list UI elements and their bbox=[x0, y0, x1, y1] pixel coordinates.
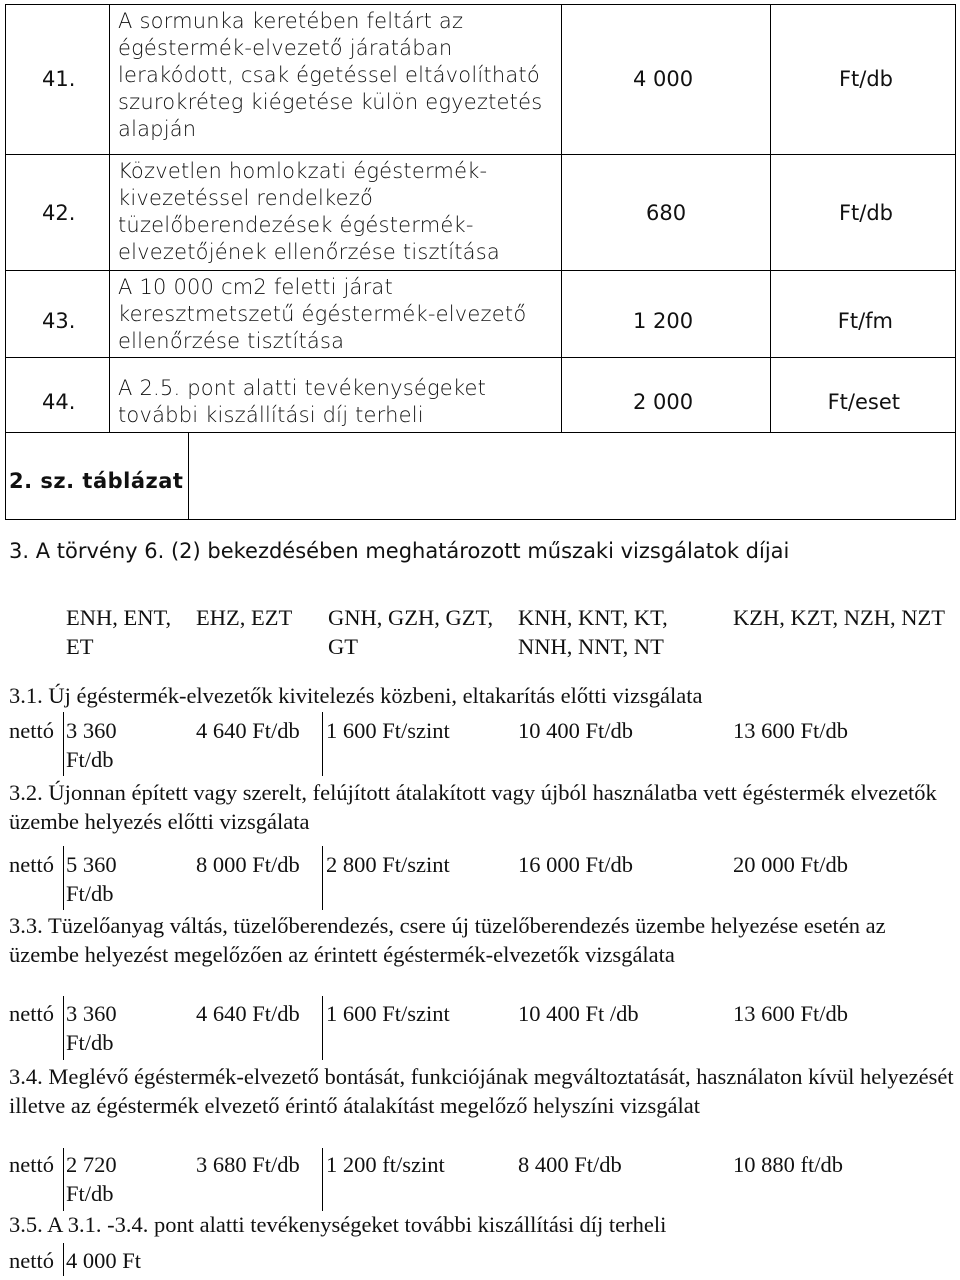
price-unit: Ft/db bbox=[838, 201, 893, 225]
category-header: KZH, KZT, NZH, NZT bbox=[733, 605, 946, 630]
net-label: nettó bbox=[9, 1001, 54, 1026]
net-label: nettó bbox=[9, 852, 54, 877]
price-value: 8 400 Ft/db bbox=[518, 1152, 622, 1177]
price-value: 1 200 ft/szint bbox=[326, 1152, 445, 1177]
price-unit: Ft/fm bbox=[837, 309, 893, 333]
price-value: 16 000 Ft/db bbox=[518, 852, 634, 877]
price-value: 8 000 Ft/db bbox=[196, 852, 300, 877]
row-number: 44. bbox=[42, 390, 76, 414]
price-value: 13 600 Ft/db bbox=[733, 718, 849, 743]
price-value: 3 680 Ft/db bbox=[196, 1152, 300, 1177]
price-value: 20 000 Ft/db bbox=[733, 852, 849, 877]
price-unit: Ft/db bbox=[838, 67, 893, 91]
price-value: 3 360 Ft/db bbox=[66, 1001, 117, 1055]
price-amount: 1 200 bbox=[633, 309, 694, 333]
category-header: KNH, KNT, KT, NNH, NNT, NT bbox=[518, 605, 668, 659]
price-value: 13 600 Ft/db bbox=[733, 1001, 849, 1026]
price-value: 1 600 Ft/szint bbox=[326, 1001, 450, 1026]
row-number: 43. bbox=[42, 309, 76, 333]
row-description: A 10 000 cm2 feletti járat keresztmetszetű égéstermék-elvezető ellenőrzése tisztítása bbox=[118, 275, 527, 353]
price-value: 4 640 Ft/db bbox=[196, 718, 300, 743]
row-price bbox=[633, 66, 893, 93]
price-amount: 2 000 bbox=[633, 390, 694, 414]
price-value: 10 400 Ft/db bbox=[518, 718, 634, 743]
item-title: 3.4. Meglévő égéstermék-elvezető bontását, funkciójának megváltoztatását, használaton kívül helyezését illetve az égéstermék elvezető érintő átalakítást megelőző helyszíni vizsgálat bbox=[9, 1064, 954, 1118]
row-price bbox=[646, 200, 893, 227]
row-price bbox=[633, 389, 900, 416]
item-title: 3.1. Új égéstermék-elvezetők kivitelezés közbeni, eltakarítás előtti vizsgálata bbox=[9, 683, 703, 708]
price-value: 10 400 Ft /db bbox=[518, 1001, 639, 1026]
table-caption: 2. sz. táblázat bbox=[9, 469, 184, 493]
row-description: Közvetlen homlokzati égéstermék-kivezetéssel rendelkező tüzelőberendezések égéstermék-elvezetőjének ellenőrzése tisztítása bbox=[118, 159, 500, 264]
category-header: EHZ, EZT bbox=[196, 605, 293, 630]
item-title: 3.3. Tüzelőanyag váltás, tüzelőberendezés, csere új tüzelőberendezés üzembe helyezése esetén az üzembe helyezést megelőzően az érintett égéstermék-elvezetők vizsgálata bbox=[9, 913, 886, 967]
category-header: ENH, ENT, ET bbox=[66, 605, 172, 659]
net-label: nettó bbox=[9, 1248, 54, 1273]
price-value: 2 720 Ft/db bbox=[66, 1152, 117, 1206]
price-value: 1 600 Ft/szint bbox=[326, 718, 450, 743]
item-title: 3.2. Újonnan épített vagy szerelt, felújított átalakított vagy újból használatba vett égéstermék elvezetők üzembe helyezés előtti vizsgálata bbox=[9, 780, 937, 834]
row-price bbox=[633, 308, 893, 335]
row-description: A sormunka keretében feltárt az égéstermék-elvezető járatában lerakódott, csak égetéssel eltávolítható szurokréteg kiégetése külön egyeztetés alapján bbox=[118, 9, 543, 141]
row-description: A 2.5. pont alatti tevékenységeket további kiszállítási díj terheli bbox=[118, 376, 487, 427]
net-label: nettó bbox=[9, 1152, 54, 1177]
item-title: 3.5. A 3.1. -3.4. pont alatti tevékenységeket további kiszállítási díj terheli bbox=[9, 1212, 667, 1237]
section-title: 3. A törvény 6. (2) bekezdésében meghatározott műszaki vizsgálatok díjai bbox=[9, 539, 790, 563]
price-value: 5 360 Ft/db bbox=[66, 852, 117, 906]
category-header: GNH, GZH, GZT, GT bbox=[328, 605, 494, 659]
row-number: 42. bbox=[42, 201, 76, 225]
price-value: 10 880 ft/db bbox=[733, 1152, 843, 1177]
price-value: 4 640 Ft/db bbox=[196, 1001, 300, 1026]
price-value: 4 000 Ft bbox=[66, 1248, 142, 1273]
price-amount: 680 bbox=[646, 201, 687, 225]
row-number: 41. bbox=[42, 67, 76, 91]
price-unit: Ft/eset bbox=[827, 390, 900, 414]
price-amount: 4 000 bbox=[633, 67, 694, 91]
price-value: 2 800 Ft/szint bbox=[326, 852, 450, 877]
net-label: nettó bbox=[9, 718, 54, 743]
price-value: 3 360 Ft/db bbox=[66, 718, 117, 772]
